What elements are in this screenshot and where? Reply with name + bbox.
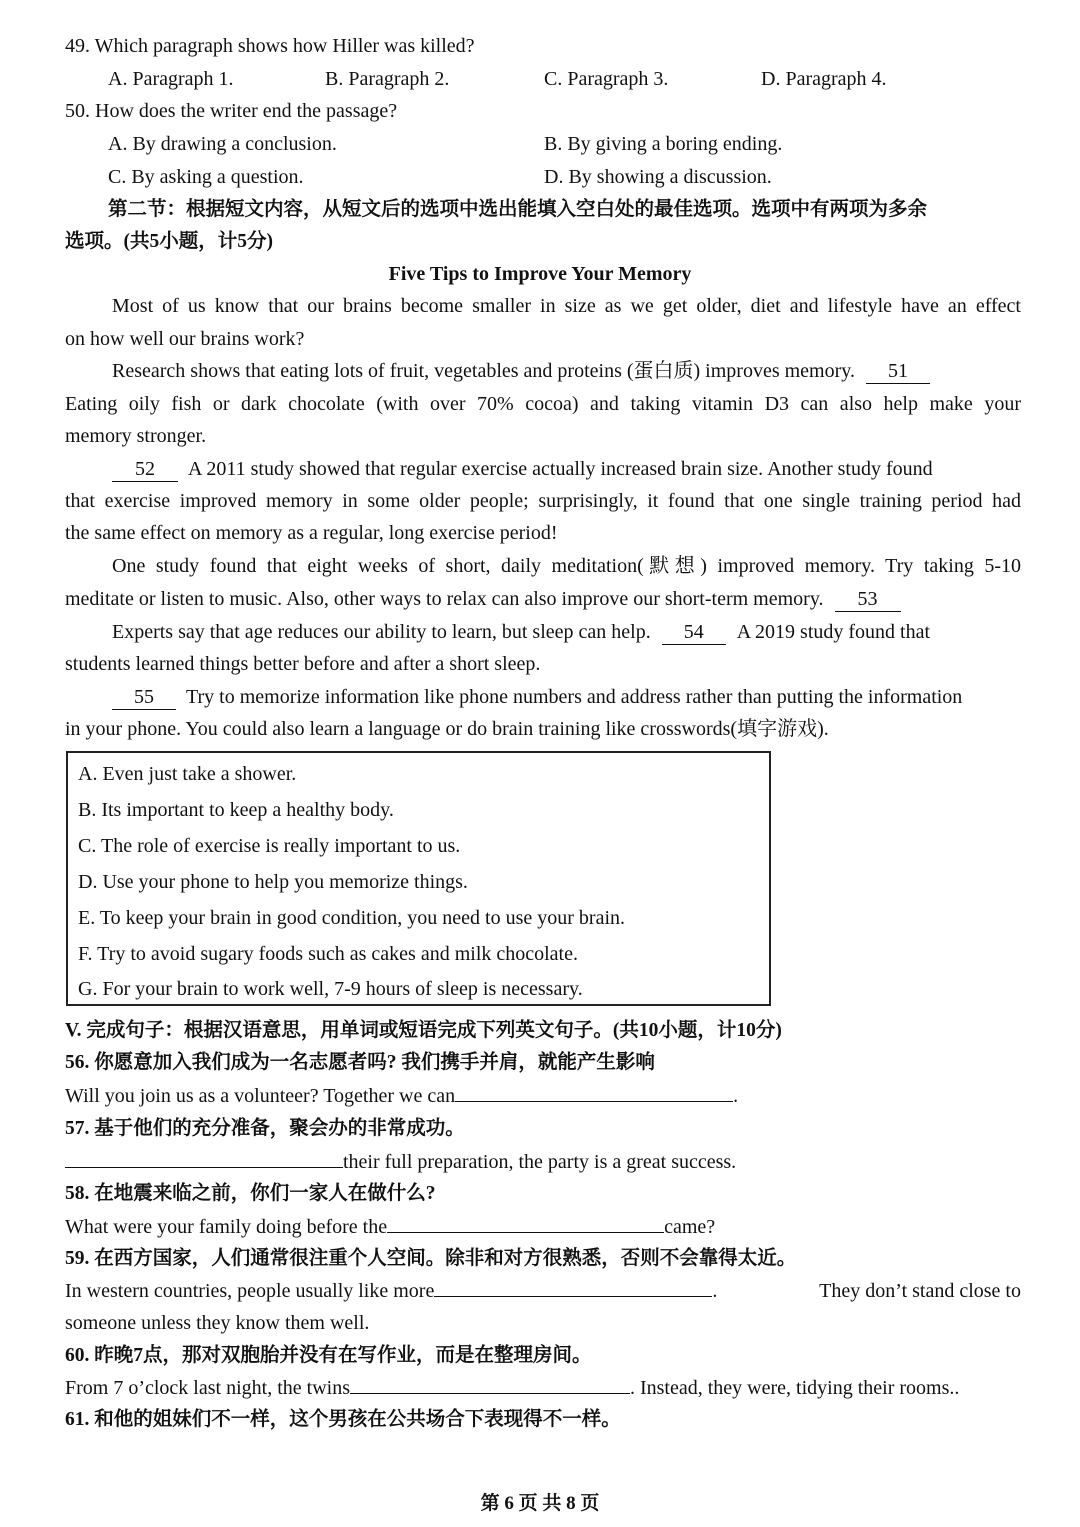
q49-option-d: D. Paragraph 4. xyxy=(761,68,887,90)
q49-option-b: B. Paragraph 2. xyxy=(325,68,450,90)
q58-answer-blank[interactable] xyxy=(387,1232,664,1233)
passage-p6-text: Try to memorize information like phone numbers and address rather than putting the information xyxy=(186,686,963,708)
passage-p2-line2: Eating oily fish or dark chocolate (with over 70% cocoa) and taking vitamin D3 can also help make your xyxy=(65,393,1021,415)
question-50-stem: 50. How does the writer end the passage? xyxy=(65,100,398,122)
choice-b: B. Its important to keep a healthy body. xyxy=(78,799,394,821)
passage-p6-line1 xyxy=(112,682,962,712)
q60-text-b: . Instead, they were, tidying their rooms.. xyxy=(629,1377,960,1399)
passage-p4-line2 xyxy=(65,584,901,614)
section2-instruction-line2: 选项。(共5小题，计5分) xyxy=(65,231,273,252)
q59-text-a: In western countries, people usually like more xyxy=(65,1280,435,1302)
section2-instruction-line1: 第二节：根据短文内容，从短文后的选项中选出能填入空白处的最佳选项。选项中有两项为多余 xyxy=(108,199,928,220)
passage-p5-text-a: Experts say that age reduces our ability to learn, but sleep can help. xyxy=(112,621,651,643)
q59-chinese: 59. 在西方国家，人们通常很注重个人空间。除非和对方很熟悉，否则不会靠得太近。 xyxy=(65,1248,797,1269)
q57-chinese: 57. 基于他们的充分准备，聚会办的非常成功。 xyxy=(65,1118,465,1139)
q61-chinese: 61. 和他的姐妹们不一样，这个男孩在公共场合下表现得不一样。 xyxy=(65,1409,621,1430)
q59-english xyxy=(65,1276,1021,1306)
blank-54: 54 xyxy=(662,620,726,645)
blank-52: 52 xyxy=(112,457,178,482)
q59-text-b: They don’t stand close to xyxy=(819,1280,1021,1302)
choice-g: G. For your brain to work well, 7-9 hours of sleep is necessary. xyxy=(78,978,583,1000)
passage-p6-line2: in your phone. You could also learn a language or do brain training like crosswords(填字游戏). xyxy=(65,718,829,740)
passage-title: Five Tips to Improve Your Memory xyxy=(388,263,692,285)
q49-option-c: C. Paragraph 3. xyxy=(544,68,669,90)
passage-p3-line1 xyxy=(112,454,1021,484)
blank-55: 55 xyxy=(112,685,176,710)
q56-answer-blank[interactable] xyxy=(455,1101,733,1102)
q49-option-a: A. Paragraph 1. xyxy=(108,68,234,90)
q50-option-d: D. By showing a discussion. xyxy=(544,166,772,188)
q60-english xyxy=(65,1373,959,1403)
q59-text-b-start: . xyxy=(712,1280,718,1302)
passage-p3-line3: the same effect on memory as a regular, long exercise period! xyxy=(65,522,558,544)
section5-heading: V. 完成句子：根据汉语意思，用单词或短语完成下列英文句子。(共10小题，计10分) xyxy=(65,1020,782,1041)
blank-53: 53 xyxy=(835,587,901,612)
passage-p2-text: Research shows that eating lots of fruit, vegetables and proteins (蛋白质) improves memory. xyxy=(112,360,855,382)
q58-chinese: 58. 在地震来临之前，你们一家人在做什么? xyxy=(65,1183,436,1204)
choice-c: C. The role of exercise is really important to us. xyxy=(78,835,461,857)
q56-text-a: Will you join us as a volunteer? Together we can xyxy=(65,1085,456,1107)
q58-text-a: What were your family doing before the xyxy=(65,1216,388,1238)
passage-p4-text: meditate or listen to music. Also, other ways to relax can also improve our short-term memory. xyxy=(65,588,824,610)
passage-p2-line1 xyxy=(112,356,930,386)
q56-text-b: . xyxy=(733,1085,739,1107)
choice-d: D. Use your phone to help you memorize things. xyxy=(78,871,468,893)
q56-english xyxy=(65,1081,738,1111)
page-number-footer: 第 6 页 共 8 页 xyxy=(480,1493,600,1514)
q59-answer-blank[interactable] xyxy=(434,1296,712,1297)
passage-p5-line2: students learned things better before and after a short sleep. xyxy=(65,653,541,675)
q56-chinese: 56. 你愿意加入我们成为一名志愿者吗? 我们携手并肩，就能产生影响 xyxy=(65,1052,655,1073)
choice-a: A. Even just take a shower. xyxy=(78,763,297,785)
q50-option-b: B. By giving a boring ending. xyxy=(544,133,783,155)
q57-answer-blank[interactable] xyxy=(65,1167,343,1168)
choice-e: E. To keep your brain in good condition, you need to use your brain. xyxy=(78,907,626,929)
q58-text-b: came? xyxy=(664,1216,716,1238)
q50-option-a: A. By drawing a conclusion. xyxy=(108,133,337,155)
passage-p2-line3: memory stronger. xyxy=(65,425,207,447)
q50-option-c: C. By asking a question. xyxy=(108,166,304,188)
passage-p5-line1 xyxy=(112,617,930,647)
passage-p3-text: A 2011 study showed that regular exercise actually increased brain size. Another study found xyxy=(188,458,933,480)
passage-p3-line2: that exercise improved memory in some older people; surprisingly, it found that one single training period had xyxy=(65,490,1021,512)
q57-text-b: their full preparation, the party is a great success. xyxy=(343,1151,737,1173)
passage-p4-line1: One study found that eight weeks of short, daily meditation(默想) improved memory. Try taking 5-10 xyxy=(112,555,1021,577)
choice-f: F. Try to avoid sugary foods such as cakes and milk chocolate. xyxy=(78,943,578,965)
passage-p1-line1: Most of us know that our brains become smaller in size as we get older, diet and lifestyle have an effect xyxy=(112,295,1021,317)
passage-p1-line2: on how well our brains work? xyxy=(65,328,305,350)
q58-english xyxy=(65,1212,715,1242)
question-49-stem: 49. Which paragraph shows how Hiller was killed? xyxy=(65,35,475,57)
q57-english xyxy=(65,1147,736,1177)
blank-51: 51 xyxy=(866,359,930,384)
q60-chinese: 60. 昨晚7点，那对双胞胎并没有在写作业，而是在整理房间。 xyxy=(65,1345,592,1366)
q60-answer-blank[interactable] xyxy=(350,1393,630,1394)
q60-text-a: From 7 o’clock last night, the twins xyxy=(65,1377,350,1399)
q59-english-line2: someone unless they know them well. xyxy=(65,1312,370,1334)
passage-p5-text-b: A 2019 study found that xyxy=(736,621,931,643)
answer-choices-box xyxy=(66,751,771,1006)
